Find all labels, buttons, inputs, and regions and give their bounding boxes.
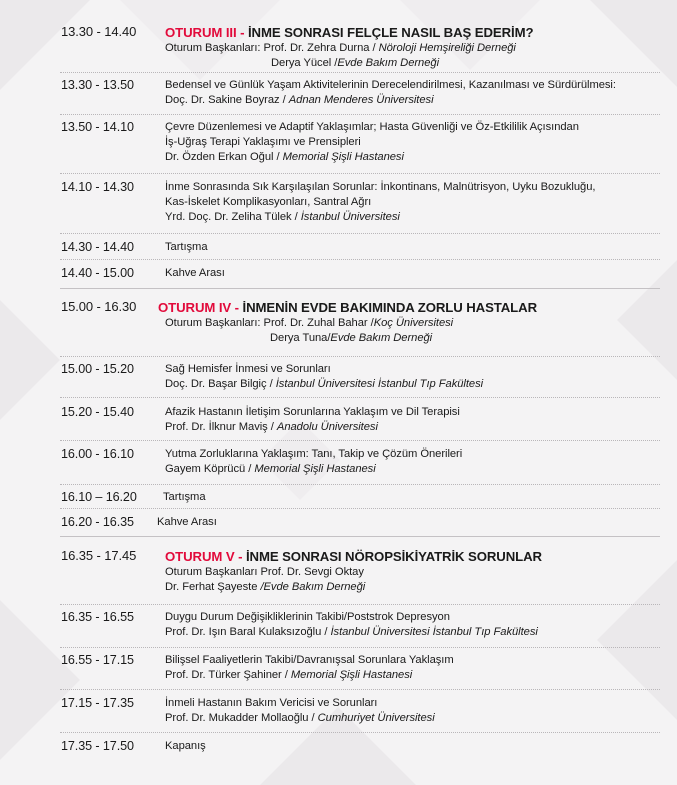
speaker-name: Prof. Dr. Türker Şahiner / bbox=[165, 669, 291, 681]
session-time: 16.35 - 17.45 bbox=[61, 548, 137, 563]
talk-content bbox=[165, 696, 435, 726]
talk-speaker bbox=[165, 462, 462, 477]
speaker-name: Prof. Dr. Işın Baral Kulaksızoğlu / bbox=[165, 626, 331, 638]
divider bbox=[60, 604, 660, 605]
session-chairs-line-2 bbox=[158, 331, 537, 346]
talk-time: 16.55 - 17.15 bbox=[61, 653, 134, 667]
talk-content bbox=[165, 78, 616, 108]
talk-title-line: Sağ Hemisfer İnmesi ve Sorunları bbox=[165, 363, 331, 375]
talk-time: 13.50 - 14.10 bbox=[61, 120, 134, 134]
talk-title-line: Kahve Arası bbox=[157, 516, 217, 528]
section-divider bbox=[60, 288, 660, 289]
talk-content bbox=[165, 180, 595, 225]
session-chairs-line-2 bbox=[165, 56, 533, 71]
session-title: İNMENİN EVDE BAKIMINDA ZORLU HASTALAR bbox=[242, 300, 537, 315]
session-content bbox=[165, 548, 542, 595]
talk-speaker bbox=[165, 668, 454, 683]
chairs-prefix: Oturum Başkanları bbox=[165, 566, 261, 578]
chairs-prefix: Oturum Başkanları: bbox=[165, 42, 264, 54]
session-chairs-line-1 bbox=[158, 316, 537, 331]
speaker-name: Dr. Özden Erkan Oğul / bbox=[165, 151, 283, 163]
talk-title-line: Bilişsel Faaliyetlerin Takibi/Davranışsal Sorunlara Yaklaşım bbox=[165, 654, 454, 666]
talk-content bbox=[165, 120, 579, 165]
talk-speaker bbox=[165, 210, 595, 225]
session-label: OTURUM IV bbox=[158, 300, 232, 315]
talk-speaker bbox=[165, 377, 483, 392]
divider bbox=[60, 72, 660, 73]
talk-time: 15.00 - 15.20 bbox=[61, 362, 134, 376]
talk-title-line: İş-Uğraş Terapi Yaklaşımı ve Prensipleri bbox=[165, 136, 361, 148]
talk-content bbox=[165, 653, 454, 683]
divider bbox=[60, 397, 660, 398]
talk-time: 13.30 - 13.50 bbox=[61, 78, 134, 92]
talk-content bbox=[163, 490, 206, 505]
chair-name: Prof. Dr. Zuhal Bahar / bbox=[263, 317, 374, 329]
talk-time: 14.30 - 14.40 bbox=[61, 240, 134, 254]
talk-title-line: Tartışma bbox=[165, 241, 208, 253]
session-label: OTURUM III bbox=[165, 25, 237, 40]
chair-name: Prof. Dr. Zehra Durna / bbox=[263, 42, 379, 54]
talk-time: 14.10 - 14.30 bbox=[61, 180, 134, 194]
talk-time: 15.20 - 15.40 bbox=[61, 405, 134, 419]
talk-title-line: Bedensel ve Günlük Yaşam Aktivitelerinin Derecelendirilmesi, Kazanılması ve Sürdürülmesi: bbox=[165, 79, 616, 91]
divider bbox=[60, 356, 660, 357]
session-dash: - bbox=[234, 549, 246, 564]
talk-content bbox=[157, 515, 217, 530]
talk-content bbox=[165, 362, 483, 392]
talk-time: 16.10 – 16.20 bbox=[61, 490, 137, 504]
divider bbox=[60, 732, 660, 733]
speaker-affiliation: Cumhuriyet Üniversitesi bbox=[317, 712, 435, 724]
speaker-name: Yrd. Doç. Dr. Zeliha Tülek / bbox=[165, 211, 301, 223]
section-divider bbox=[60, 536, 660, 537]
talk-speaker bbox=[165, 420, 460, 435]
session-title: İNME SONRASI FELÇLE NASIL BAŞ EDERİM? bbox=[247, 25, 534, 40]
session-time: 13.30 - 14.40 bbox=[61, 24, 137, 39]
speaker-affiliation: Anadolu Üniversitesi bbox=[276, 421, 378, 433]
divider bbox=[60, 647, 660, 648]
session-title: İNME SONRASI NÖROPSİKİYATRİK SORUNLAR bbox=[245, 549, 542, 564]
speaker-affiliation: Memorial Şişli Hastanesi bbox=[290, 669, 413, 681]
chair-name: Prof. Dr. Sevgi Oktay bbox=[260, 566, 364, 578]
chair-name: Dr. Ferhat Şayeste bbox=[165, 581, 261, 593]
session-chairs-line-2 bbox=[165, 580, 542, 595]
speaker-name: Prof. Dr. Mukadder Mollaoğlu / bbox=[165, 712, 318, 724]
divider bbox=[60, 259, 660, 260]
chair-affiliation: Nöroloji Hemşireliği Derneği bbox=[378, 42, 516, 54]
talk-speaker bbox=[165, 625, 538, 640]
talk-time: 17.15 - 17.35 bbox=[61, 696, 134, 710]
session-time: 15.00 - 16.30 bbox=[61, 299, 137, 314]
talk-speaker bbox=[165, 93, 616, 108]
talk-title-line: Duygu Durum Değişikliklerinin Takibi/Poststrok Depresyon bbox=[165, 611, 450, 623]
chairs-prefix: Oturum Başkanları: bbox=[165, 317, 264, 329]
talk-title-line: Afazik Hastanın İletişim Sorunlarına Yaklaşım ve Dil Terapisi bbox=[165, 406, 460, 418]
talk-title-line: Yutma Zorluklarına Yaklaşım: Tanı, Takip ve Çözüm Önerileri bbox=[165, 448, 463, 460]
talk-content bbox=[165, 240, 208, 255]
talk-title-line: Kas-İskelet Komplikasyonları, Santral Ağrı bbox=[165, 196, 372, 208]
talk-content bbox=[165, 266, 225, 281]
talk-title-line: İnme Sonrasında Sık Karşılaşılan Sorunlar: İnkontinans, Malnütrisyon, Uyku Bozukluğu, bbox=[165, 181, 596, 193]
talk-time: 16.35 - 16.55 bbox=[61, 610, 134, 624]
talk-content bbox=[165, 447, 462, 477]
divider bbox=[60, 114, 660, 115]
chair-affiliation: Evde Bakım Derneği bbox=[337, 57, 440, 69]
speaker-name: Gayem Köprücü / bbox=[165, 463, 255, 475]
talk-speaker bbox=[165, 150, 579, 165]
session-content bbox=[158, 299, 537, 346]
divider bbox=[60, 689, 660, 690]
chair-name: Derya Yücel / bbox=[271, 57, 338, 69]
session-heading bbox=[158, 299, 537, 316]
session-chairs-line-1 bbox=[165, 565, 542, 580]
talk-content bbox=[165, 610, 538, 640]
chair-name: Derya Tuna/ bbox=[270, 332, 331, 344]
talk-title-line: Kahve Arası bbox=[165, 267, 225, 279]
divider bbox=[60, 484, 660, 485]
talk-speaker bbox=[165, 711, 435, 726]
session-dash: - bbox=[231, 300, 243, 315]
talk-time: 16.20 - 16.35 bbox=[61, 515, 134, 529]
talk-time: 16.00 - 16.10 bbox=[61, 447, 134, 461]
session-content bbox=[165, 24, 533, 71]
speaker-affiliation: Memorial Şişli Hastanesi bbox=[254, 463, 376, 475]
talk-time: 17.35 - 17.50 bbox=[61, 739, 134, 753]
speaker-affiliation: İstanbul Üniversitesi bbox=[300, 211, 400, 223]
session-chairs-line-1 bbox=[165, 41, 533, 56]
speaker-name: Doç. Dr. Başar Bilgiç / bbox=[165, 378, 276, 390]
talk-content bbox=[165, 739, 206, 754]
speaker-affiliation: Adnan Menderes Üniversitesi bbox=[288, 94, 434, 106]
talk-title-line: İnmeli Hastanın Bakım Vericisi ve Sorunları bbox=[165, 697, 378, 709]
speaker-affiliation: Memorial Şişli Hastanesi bbox=[282, 151, 404, 163]
divider bbox=[60, 508, 660, 509]
talk-title-line: Tartışma bbox=[163, 491, 206, 503]
speaker-affiliation: İstanbul Üniversitesi İstanbul Tıp Fakültesi bbox=[275, 378, 484, 390]
talk-time: 14.40 - 15.00 bbox=[61, 266, 134, 280]
speaker-affiliation: İstanbul Üniversitesi İstanbul Tıp Fakültesi bbox=[330, 626, 538, 638]
talk-title-line: Kapanış bbox=[165, 740, 206, 752]
speaker-name: Doç. Dr. Sakine Boyraz / bbox=[165, 94, 289, 106]
talk-content bbox=[165, 405, 460, 435]
session-heading bbox=[165, 548, 542, 565]
divider bbox=[60, 233, 660, 234]
divider bbox=[60, 440, 660, 441]
talk-title-line: Çevre Düzenlemesi ve Adaptif Yaklaşımlar; Hasta Güvenliği ve Öz-Etkililik Açısından bbox=[165, 121, 579, 133]
session-heading bbox=[165, 24, 533, 41]
chair-affiliation: Evde Bakım Derneği bbox=[330, 332, 433, 344]
chair-affiliation: /Evde Bakım Derneği bbox=[260, 581, 366, 593]
speaker-name: Prof. Dr. İlknur Maviş / bbox=[165, 421, 277, 433]
session-label: OTURUM V bbox=[165, 549, 235, 564]
session-dash: - bbox=[236, 25, 248, 40]
chair-affiliation: Koç Üniversitesi bbox=[373, 317, 454, 329]
divider bbox=[60, 173, 660, 174]
